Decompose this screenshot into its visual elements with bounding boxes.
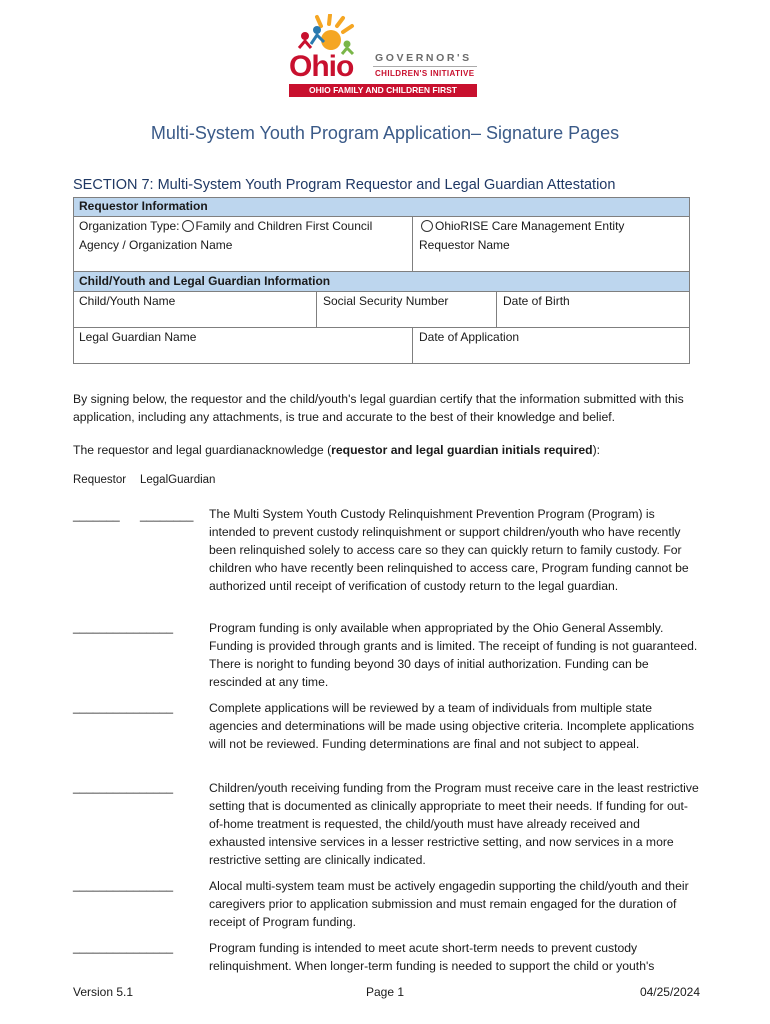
- radio-ohiorise-cme[interactable]: [421, 220, 433, 232]
- agency-name-label: Agency / Organization Name: [79, 238, 233, 252]
- requestor-name-label: Requestor Name: [419, 238, 510, 252]
- ack-item-2: Program funding is only available when appropriated by the Ohio General Assembly. Funding is provided through grants and is limited. The receipt of funding is not guaranteed. There is noright to funding beyond 30 days of initial authorization. Funding can be rescinded at any time.: [209, 621, 698, 689]
- ack-item-3: Complete applications will be reviewed by a team of individuals from multiple state agencies and determinations will be made using objective criteria. Incomplete applications will not be reviewed. Funding determinations are final and not subject to appeal.: [209, 701, 695, 751]
- ssn-field[interactable]: [317, 292, 497, 328]
- guardian-name-label: Legal Guardian Name: [79, 330, 197, 344]
- logo-childrens-initiative-text: CHILDREN'S INITIATIVE: [375, 69, 475, 78]
- acknowledge-suffix: ):: [592, 443, 601, 457]
- requestor-info-header: Requestor Information: [73, 197, 690, 217]
- initials-blank-2[interactable]: _______________: [73, 620, 174, 634]
- footer-date: 04/25/2024: [639, 985, 700, 999]
- column-label-guardian: LegalGuardian: [140, 474, 216, 486]
- date-of-application-label: Date of Application: [419, 330, 520, 344]
- acknowledge-paragraph: [73, 441, 703, 459]
- org-option-ohiorise-label: OhioRISE Care Management Entity: [435, 219, 625, 233]
- dob-label: Date of Birth: [503, 294, 570, 308]
- ack-item-6: Program funding is intended to meet acute short-term needs to prevent custody relinquishment. When longer-term funding is needed to support the child or youth's: [209, 941, 655, 973]
- initials-requestor-1[interactable]: _______: [73, 508, 120, 522]
- initials-blank-5[interactable]: _______________: [73, 878, 174, 892]
- certification-paragraph: By signing below, the requestor and the child/youth's legal guardian certify that the information submitted with this application, including any attachments, is true and accurate to the best of their knowledge and belief.: [73, 392, 684, 424]
- org-type-cell-2: [413, 217, 690, 236]
- logo-governors-text: GOVERNOR'S: [375, 52, 472, 64]
- ssn-label: Social Security Number: [323, 294, 449, 308]
- initials-guardian-1[interactable]: ________: [140, 508, 194, 522]
- section-title: SECTION 7: Multi-System Youth Program Requestor and Legal Guardian Attestation: [73, 177, 616, 193]
- org-type-cell: [73, 217, 413, 236]
- radio-fcf-council[interactable]: [182, 220, 194, 232]
- ohio-fcf-logo: [287, 14, 483, 98]
- org-type-label: Organization Type:: [79, 219, 180, 233]
- ack-item-1: The Multi System Youth Custody Relinquishment Prevention Program (Program) is intended to prevent custody relinquishment or support children/youth who have recently been relinquished solely to access care so they can quickly return to family custody. For children who have recently been relinquished to access care, Program funding cannot be authorized until receipt of verification of custody return to the legal guardian.: [209, 507, 689, 593]
- initials-blank-3[interactable]: _______________: [73, 700, 174, 714]
- logo-divider: [373, 66, 477, 67]
- column-label-requestor: Requestor: [73, 474, 127, 486]
- acknowledge-prefix: The requestor and legal guardianacknowledge (: [73, 443, 332, 457]
- acknowledge-bold: requestor and legal guardian initials required: [331, 443, 593, 457]
- logo-ohio-text: Ohio: [289, 50, 354, 83]
- footer-version: Version 5.1: [73, 985, 134, 999]
- footer-page-number: Page 1: [365, 985, 405, 999]
- document-title: Multi-System Youth Program Application– Signature Pages: [150, 123, 620, 143]
- child-name-field[interactable]: [73, 292, 317, 328]
- dob-field[interactable]: [497, 292, 690, 328]
- guardian-name-field[interactable]: [73, 328, 413, 364]
- date-of-application-field[interactable]: [413, 328, 690, 364]
- initials-blank-6[interactable]: _______________: [73, 940, 174, 954]
- child-guardian-info-header: Child/Youth and Legal Guardian Information: [73, 272, 690, 292]
- initials-blank-4[interactable]: _______________: [73, 780, 174, 794]
- agency-name-field[interactable]: [73, 236, 413, 272]
- ack-item-4: Children/youth receiving funding from the Program must receive care in the least restrictive setting that is documented as clinically appropriate to meet their needs. If funding for out-of-home treatment is requested, the child/youth must have already received and exhausted intensive services in a lesser restrictive setting, and now services in a more restrictive setting are clinically indicated.: [209, 781, 699, 867]
- child-name-label: Child/Youth Name: [79, 294, 176, 308]
- requestor-name-field[interactable]: [413, 236, 690, 272]
- attestation-form-table: [73, 197, 690, 364]
- org-option-fcf-label: Family and Children First Council: [195, 219, 373, 233]
- ack-item-5: Alocal multi-system team must be actively engagedin supporting the child/youth and their caregivers prior to application submission and must remain engaged for the duration of receipt of Program funding.: [209, 879, 689, 929]
- logo-banner: OHIO FAMILY AND CHILDREN FIRST: [289, 84, 477, 97]
